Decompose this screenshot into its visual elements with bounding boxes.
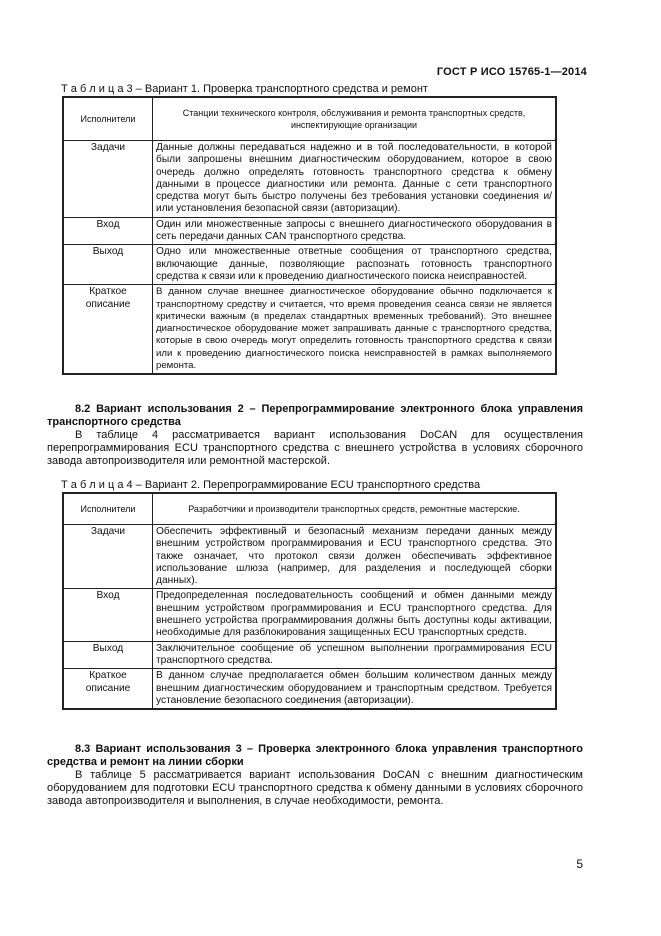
table4-text-output: Заключительное сообщение об успешном выполнении программирования ECU транспортного средства. [153,641,557,669]
table-row [63,285,556,375]
page-number: 5 [576,857,583,871]
table3-text-summary: В данном случае внешнее диагностическое оборудование обычно подключается к транспортному средству и считается, что время проведения сеанса связи не является критически важным (в пределах стандартных временных требований). Это внешнее диагностическое оборудование может запрашивать данные с транспортного средства, которые в свою очередь могут определить готовность транспортного средства к связи или к проведению диагностического поиска неисправностей в рамках выполняемого ремонта. [153,285,557,375]
table-row [63,589,556,641]
table4-text-tasks: Обеспечить эффективный и безопасный механизм передачи данных между внешним устройством программирования и ECU транспортного средства. Это также означает, что протокол связи должен обеспечивать эффективное использование шлюза (например, для разделения и последующей сборки данных). [153,525,557,589]
section-8-2-body: В таблице 4 рассматривается вариант использования DoCAN для осуществления перепрограммирования ECU транспортного средства с внешнего устройства в условиях сборочного завода автопроизводителя или ремонтной мастерской. [47,429,583,467]
table3 [62,96,557,375]
table4-label-tasks: Задачи [63,525,153,589]
table-row [63,669,556,709]
table3-text-input: Один или множественные запросы с внешнего диагностического оборудования в сеть передачи данных CAN транспортного средства. [153,217,557,245]
table-row [63,217,556,245]
table4-text-performers: Разработчики и производители транспортных средств, ремонтные мастерские. [153,493,557,525]
table4-label-summary: Краткое описание [63,669,153,709]
table4-text-summary: В данном случае предполагается обмен большим количеством данных между внешним диагностическим оборудованием и транспортным средством. Требуется установление безопасного соединения (авторизации). [153,669,557,709]
table3-label-tasks: Задачи [63,141,153,218]
table3-label-output: Выход [63,245,153,285]
table4-label-output: Выход [63,641,153,669]
table4-text-input: Предопределенная последовательность сообщений и обмен данными между внешним устройством программирования и ECU транспортного средства. Для внешнего устройства программирования должны быть доступны коды активации, необходимые для разблокирования защищенных ECU транспортных средств. [153,589,557,641]
table3-caption: Т а б л и ц а 3 – Вариант 1. Проверка транспортного средства и ремонт [61,83,428,95]
table-row [63,245,556,285]
table3-label-input: Вход [63,217,153,245]
table-row [63,97,556,141]
table4-caption: Т а б л и ц а 4 – Вариант 2. Перепрограммирование ECU транспортного средства [61,479,481,491]
section-8-2-title: 8.2 Вариант использования 2 – Перепрограммирование электронного блока управления транспортного средства [47,403,583,428]
standard-code: ГОСТ Р ИСО 15765-1—2014 [436,66,587,78]
table3-text-output: Одно или множественные ответные сообщения от транспортного средства, включающие данные, позволяющие распознать готовность транспортного средства к связи или к проведению диагностического поиска неисправностей. [153,245,557,285]
table4-label-input: Вход [63,589,153,641]
table-row [63,641,556,669]
table3-text-tasks: Данные должны передаваться надежно и в той последовательности, в которой были запрошены внешним диагностическим оборудованием, которое в свою очередь должно определять готовность транспортного средства к обмену данными в процессе диагностики или ремонта. Данные с сети транспортного средства могут быть быстро получены без требования установки соединения и/или установления безопасной связи (авторизации). [153,141,557,218]
table3-text-performers: Станции технического контроля, обслуживания и ремонта транспортных средств, инспектирующие организации [153,97,557,141]
table4-label-performers: Исполнители [63,493,153,525]
table-row [63,141,556,218]
table3-label-performers: Исполнители [63,97,153,141]
table4 [62,492,557,710]
section-8-3-body: В таблице 5 рассматривается вариант использования DoCAN с внешним диагностическим оборудованием для подготовки ECU транспортного средства к обмену данными в условиях сборочного завода автопроизводителя и выполнения, в случае необходимости, ремонта. [47,769,583,807]
section-8-3-title: 8.3 Вариант использования 3 – Проверка электронного блока управления транспортного средства и ремонт на линии сборки [47,743,583,768]
table-row [63,493,556,525]
table-row [63,525,556,589]
table3-label-summary: Краткое описание [63,285,153,375]
